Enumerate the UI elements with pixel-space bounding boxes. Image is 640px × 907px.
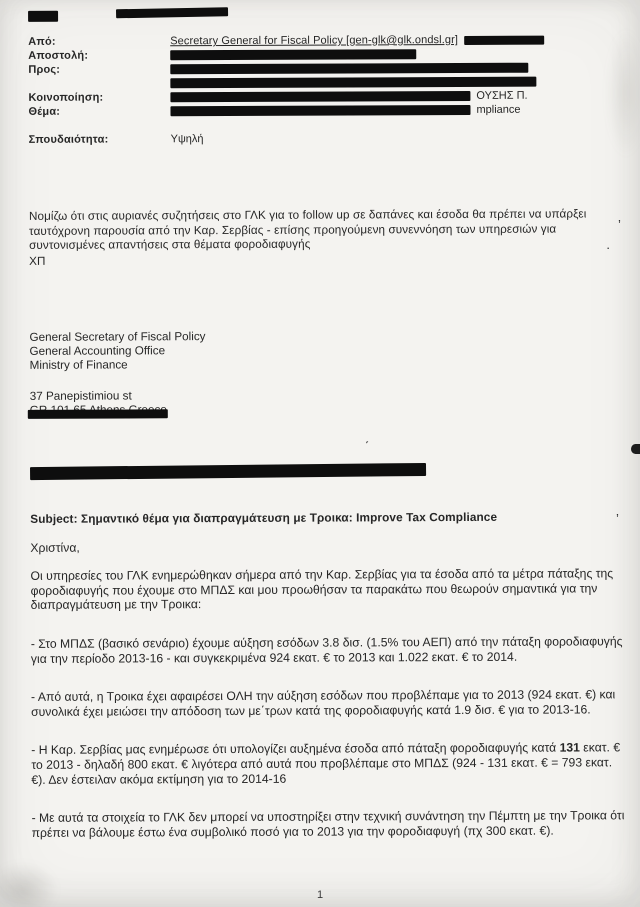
cc-visible-text: ΟΥΣΗΣ Π. [476, 89, 528, 102]
scan-smudge [0, 862, 58, 907]
scan-speck: · [606, 240, 611, 255]
bullet3-text-start: - Η Καρ. Σερβίας μας ενημέρωσε ότι υπολογίζει αυξημένα έσοδα από πάταξη φοροδιαφυγής κατά [31, 740, 560, 758]
signature-title: General Secretary of Fiscal Policy [29, 330, 206, 344]
page-number: 1 [316, 889, 324, 901]
header-row-cc [28, 89, 622, 104]
sent-value [170, 49, 416, 60]
redaction-bar [170, 63, 528, 75]
sender-initials: ΧΠ [29, 254, 46, 268]
to-value [170, 63, 528, 75]
top-message-body: Νομίζω ότι στις αυριανές συζητήσεις στο ΓΛΚ για το follow up σε δαπάνες και έσοδα θα πρέπει να υπάρξει ταυτόχρονη παρουσία από την Καρ. Σερβίας - επίσης προηγούμενη συνεννόηση των υπηρεσιών για συντονισμένες απαντήσεις στα θέματα φοροδιαφυγής [28, 207, 587, 252]
from-label: Από: [28, 35, 56, 48]
top-redactions [28, 5, 622, 24]
header-row-sent [28, 47, 622, 62]
bullet-paragraph-4: - Με αυτά τα στοιχεία το ΓΛΚ δεν μπορεί να υποστηρίξει στην τεχνική συνάντηση την Πέμπτη με την Τροικα ότι πρέπει να βάλουμε έστω ένα συμβολικό ποσό για το 2013 για την φοροδιαφυγή (πχ 300 εκατ. €). [31, 808, 625, 840]
to-value-continued [170, 77, 536, 89]
redaction-bar [28, 11, 58, 22]
from-address: Secretary General for Fiscal Policy [gen-glk@glk.ondsl.gr] [170, 34, 459, 48]
header-row-importance [29, 131, 623, 146]
to-label-spacer [28, 83, 170, 84]
redaction-bar [170, 77, 536, 89]
scan-speck: ’ [616, 511, 619, 526]
header-row-to-continued [28, 75, 622, 90]
redaction-bar [170, 49, 416, 60]
redaction-bar [28, 409, 168, 419]
forwarded-subject-text: Σημαντικό θέμα για διαπραγμάτευση με Τροικα: Improve Tax Compliance [80, 509, 498, 526]
scan-blot [631, 444, 640, 454]
redaction-bar [464, 35, 544, 44]
from-value [170, 34, 544, 48]
bullet-paragraph-1: - Στο ΜΠΔΣ (βασικό σενάριο) έχουμε αύξηση εσόδων 3.8 δισ. (1.5% του ΑΕΠ) από την πάταξη φοροδιαφυγής για την περίοδο 2013-16 - και συγκεκριμένα 924 εκατ. € το 2013 και 1.022 εκατ. € το 2014. [30, 634, 623, 666]
signature-ministry: Ministry of Finance [29, 358, 128, 372]
bullet-paragraph-3 [31, 741, 625, 787]
top-message [29, 207, 623, 269]
bullet3-text-end: εκατ. € το 2013 - δηλαδή 800 εκατ. € λιγότερα από αυτά που προβλέπαμε στο ΜΠΔΣ (924 - 131 εκατ. € = 793 εκατ. €). Δεν έστειλαν ακόμα εκτίμηση για το 2014-16 [31, 740, 621, 787]
scan-speck: ΄ [362, 438, 370, 455]
header-row-subject [28, 103, 622, 118]
importance-value: Υψηλή [170, 133, 204, 146]
importance-label: Σπουδαιότητα: [28, 133, 109, 146]
bullet-paragraph-2: - Από αυτά, η Τροικα έχει αφαιρέσει ΟΛΗ την αύξηση εσόδων που προβλέπαμε για το 2013 (924 εκατ. €) και συνολικά έχει μειώσει την απόδοση των με΄τρων κατά της φοροδιαφυγής κατά 1.9 δισ. € για το 2013-16. [31, 687, 616, 719]
to-label: Προς: [28, 63, 61, 76]
header-row-to [28, 61, 622, 76]
scan-speck: ’ [618, 217, 621, 232]
greeting: Χριστίνα, [30, 540, 80, 555]
forwarded-message [30, 509, 625, 840]
sent-label: Αποστολή: [28, 49, 89, 62]
header-row-from [28, 33, 622, 48]
forwarded-subject-line [30, 509, 624, 526]
redaction-bar [170, 91, 470, 102]
large-redaction-bar [30, 463, 426, 480]
subject-visible-text: mpliance [476, 103, 521, 116]
cc-value [170, 90, 527, 104]
subject-value [170, 104, 520, 118]
bullet3-bold-figure: 131 [559, 740, 580, 755]
email-header [28, 33, 622, 146]
signature-street: 37 Panepistimiou st [29, 389, 132, 403]
signature-office: General Accounting Office [29, 344, 166, 358]
signature-city-line [30, 403, 167, 418]
intro-paragraph: Οι υπηρεσίες του ΓΛΚ ενημερώθηκαν σήμερα από την Καρ. Σερβίας για τα έσοδα από τα μέτρα πάταξης της φοροδιαφυγής που έχουμε στο ΜΠΔΣ και μου προωθήσαν τα παρακάτω που θεωρούν σημαντικά για την διαπραγμάτευση με την Τροικα: [30, 566, 614, 613]
forwarded-subject-label: Subject: [30, 511, 78, 526]
redaction-bar [116, 7, 228, 18]
cc-label: Κοινοποίηση: [28, 91, 104, 104]
redaction-bar [170, 105, 470, 116]
subject-label: Θέμα: [28, 105, 61, 118]
signature-block [29, 328, 623, 418]
